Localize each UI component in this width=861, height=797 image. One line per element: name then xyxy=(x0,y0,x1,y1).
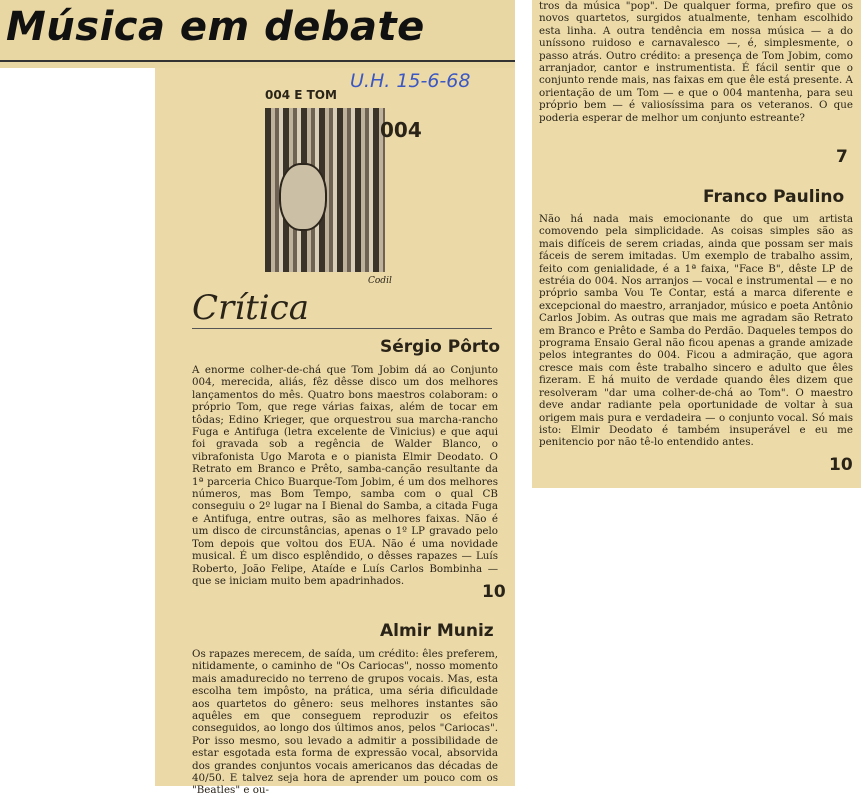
byline-franco-paulino: Franco Paulino xyxy=(703,187,845,207)
section-rule xyxy=(192,328,492,329)
score-franco-paulino: 10 xyxy=(829,455,853,475)
page-title: Música em debate xyxy=(6,4,425,50)
album-face-image xyxy=(279,163,327,231)
album-credit: Codil xyxy=(368,276,392,286)
score-almir-muniz: 7 xyxy=(836,147,848,167)
score-sergio-porto: 10 xyxy=(482,582,506,602)
byline-almir-muniz: Almir Muniz xyxy=(380,621,494,641)
album-logo: 004 xyxy=(380,118,422,142)
album-cover xyxy=(265,88,385,272)
byline-sergio-porto: Sérgio Pôrto xyxy=(380,337,501,357)
album-art xyxy=(265,108,385,272)
section-title: Crítica xyxy=(192,288,309,328)
review-text-sergio-porto: A enorme colher-de-chá que Tom Jobim dá ao Conjunto 004, merecida, aliás, fêz dêsse disco um dos melhores lançamentos do mês. Quatro bons maestros colaboram: o próprio Tom, que rege várias faixas, além de tocar em tôdas; Edino Krieger, que orquestrou sua marcha-rancho Fuga e Antifuga (letra excelente de Vinicius) e que aqui foi gravada sob a regência de Walder Blanco, o vibrafonista Ugo Marota e o pianista Elmir Deodato. O Retrato em Branco e Prêto, samba-canção resultante da 1ª parceria Chico Buarque-Tom Jobim, é um dos melhores números, mas Bom Tempo, samba com o qual CB conseguiu o 2º lugar na I Bienal do Samba, a citada Fuga e Antifuga, entre outras, são as melhores faixas. Não é um disco de circunstâncias, apenas o 1º LP gravado pelo Tom depois que voltou dos EUA. Não é uma novidade musical. É um disco esplêndido, o dêsses rapazes — Luís Roberto, João Felipe, Ataíde e Luís Carlos Bombinha — que se iniciam muito bem apadrinhados. xyxy=(192,364,498,587)
title-rule xyxy=(0,60,515,62)
album-title: 004 E TOM xyxy=(265,88,337,102)
review-text-almir-muniz: Os rapazes merecem, de saída, um crédito: êles preferem, nitidamente, o caminho de "Os Cariocas", nosso momento mais amadurecido no terreno de grupos vocais. Mas, esta escolha tem impôsto, na prática, uma séria dificuldade aos quartetos do gênero: seus melhores instantes são aquêles em que conseguem reproduzir os efeitos conseguidos, ao longo dos últimos anos, pelos "Cariocas". Por isso mesmo, sou levado a admitir a possibilidade de estar esgotada esta forma de expressão vocal, absorvida dos grandes conjuntos vocais americanos das décadas de 40/50. E talvez seja hora de aprender um pouco com os "Beatles" e ou- xyxy=(192,648,498,797)
review-continuation-almir-muniz: tros da música "pop". De qualquer forma, prefiro que os novos quartetos, surgidos atualmente, tenham escolhido esta linha. A outra tendência em nossa música — a do uníssono ruidoso e carnavalesco —, é, simplesmente, o passo atrás. Outro crédito: a presença de Tom Jobim, como arranjador, cantor e instrumentista. É fácil sentir que o conjunto rende mais, nas faixas em que êle está presente. A orientação de um Tom — e que o 004 mantenha, para seu próprio bem — é valiosíssima para os veteranos. O que poderia esperar de melhor um conjunto estreante? xyxy=(539,0,853,124)
handwritten-date: U.H. 15-6-68 xyxy=(350,70,471,92)
review-text-franco-paulino: Não há nada mais emocionante do que um artista comovendo pela simplicidade. As coisas simples são as mais difíceis de serem criadas, ainda que possam ser mais fáceis de serem imitadas. Um exemplo de trabalho assim, feito com genialidade, é a 1ª faixa, "Face B", dêste LP de estréia do 004. Nos arranjos — vocal e instrumental — e no próprio samba Vou Te Contar, está a marca diferente e excepcional do maestro, arranjador, músico e poeta Antônio Carlos Jobim. As outras que mais me agradam são Retrato em Branco e Prêto e Samba do Perdão. Daqueles tempos do programa Ensaio Geral não ficou apenas a grande amizade pelos integrantes do 004. Ficou a admiração, que agora cresce mais com êste trabalho sincero e adulto que êles fizeram. E há muito de verdade quando êles dizem que resolveram "dar uma colher-de-chá ao Tom". O maestro deve andar radiante pela oportunidade de voltar à sua origem mais pura e verdadeira — o conjunto vocal. Só mais isto: Elmir Deodato é também insuperável e eu me penitencio por não tê-lo entendido antes. xyxy=(539,213,853,449)
